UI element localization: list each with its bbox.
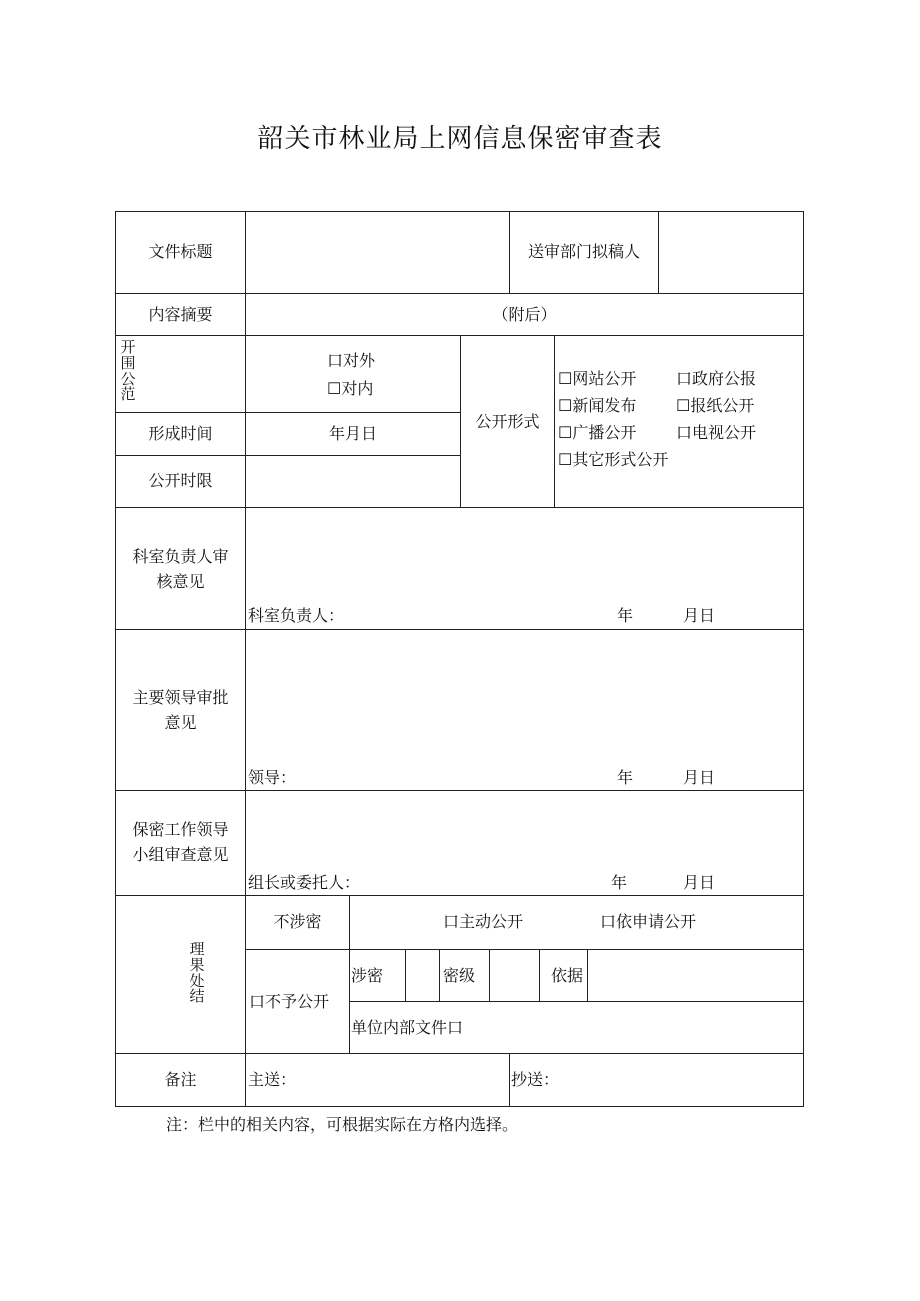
publish-option-newspaper[interactable]: ☐报纸公开 <box>676 396 755 415</box>
row-divider <box>115 895 804 896</box>
basis-label: 依据 <box>551 966 584 985</box>
scope-option-external[interactable]: 口对外 <box>327 351 376 370</box>
row-divider <box>115 293 804 294</box>
col-divider <box>439 949 440 1002</box>
internal-doc-option[interactable]: 单位内部文件口 <box>351 1018 464 1037</box>
publish-form-label: 公开形式 <box>475 412 540 431</box>
file-title-label: 文件标题 <box>148 242 213 261</box>
summary-label: 内容摘要 <box>148 305 213 324</box>
col-divider <box>405 949 406 1002</box>
secrecy-group-signer: 组长或委托人： <box>248 873 361 892</box>
col-divider <box>539 949 540 1002</box>
leader-approval-label-1: 主要领导审批 <box>132 688 229 707</box>
row-divider <box>349 1001 804 1002</box>
secret-level-label: 密级 <box>443 966 476 985</box>
publish-option-other[interactable]: ☐其它形式公开 <box>558 450 669 469</box>
row-divider <box>115 455 460 456</box>
publish-option-tv[interactable]: 口电视公开 <box>676 423 757 442</box>
apply-open-option[interactable]: 口依申请公开 <box>600 912 697 931</box>
secrecy-group-label-2: 小组审查意见 <box>132 845 229 864</box>
leader-approval-year: 年 <box>617 768 634 787</box>
summary-value: （附后） <box>492 305 557 324</box>
copy-send-label: 抄送： <box>511 1070 560 1089</box>
row-divider <box>115 412 460 413</box>
active-open-option[interactable]: 口主动公开 <box>443 912 524 931</box>
formed-time-label: 形成时间 <box>148 424 213 443</box>
secrecy-group-year: 年 <box>611 873 628 892</box>
table-border-top <box>115 211 804 212</box>
publish-option-radio[interactable]: ☐广播公开 <box>558 423 637 442</box>
row-divider <box>245 949 804 950</box>
publish-option-website[interactable]: ☐网站公开 <box>558 369 637 388</box>
scope-label: 开 围 公 范 <box>120 338 136 404</box>
leader-approval-label-2: 意见 <box>164 713 197 732</box>
leader-approval-month-day: 月日 <box>683 768 716 787</box>
main-send-label: 主送： <box>248 1070 297 1089</box>
section-review-label-1: 科室负责人审 <box>132 547 229 566</box>
formed-time-value[interactable]: 年月日 <box>328 424 377 443</box>
row-divider <box>115 790 804 791</box>
table-border-left <box>115 211 116 1107</box>
not-open-option[interactable]: 口不予公开 <box>249 992 330 1011</box>
section-review-year: 年 <box>617 606 634 625</box>
table-border-right <box>803 211 804 1107</box>
row-divider <box>115 629 804 630</box>
not-secret-label: 不涉密 <box>273 912 322 931</box>
secrecy-group-month-day: 月日 <box>683 873 716 892</box>
publish-option-press[interactable]: ☐新闻发布 <box>558 396 637 415</box>
secrecy-group-label-1: 保密工作领导 <box>132 820 229 839</box>
page-title: 韶关市林业局上网信息保密审查表 <box>257 124 663 154</box>
secret-label: 涉密 <box>351 966 384 985</box>
result-label: 理 果 处 结 <box>189 940 205 1006</box>
col-divider <box>587 949 588 1002</box>
publish-option-gazette[interactable]: 口政府公报 <box>676 369 757 388</box>
row-divider <box>115 1053 804 1054</box>
col-divider <box>245 211 246 1107</box>
col-divider <box>509 1053 510 1107</box>
open-period-label: 公开时限 <box>148 471 213 490</box>
footnote: 注：栏中的相关内容，可根据实际在方格内选择。 <box>166 1115 519 1134</box>
leader-approval-signer: 领导： <box>248 768 297 787</box>
drafter-label: 送审部门拟稿人 <box>527 242 640 261</box>
section-review-label-2: 核意见 <box>156 572 205 591</box>
scope-option-internal[interactable]: ☐对内 <box>327 379 374 398</box>
section-review-month-day: 月日 <box>683 606 716 625</box>
section-review-signer: 科室负责人： <box>248 606 345 625</box>
remarks-label: 备注 <box>164 1070 197 1089</box>
col-divider <box>489 949 490 1002</box>
table-border-bottom <box>115 1106 804 1107</box>
